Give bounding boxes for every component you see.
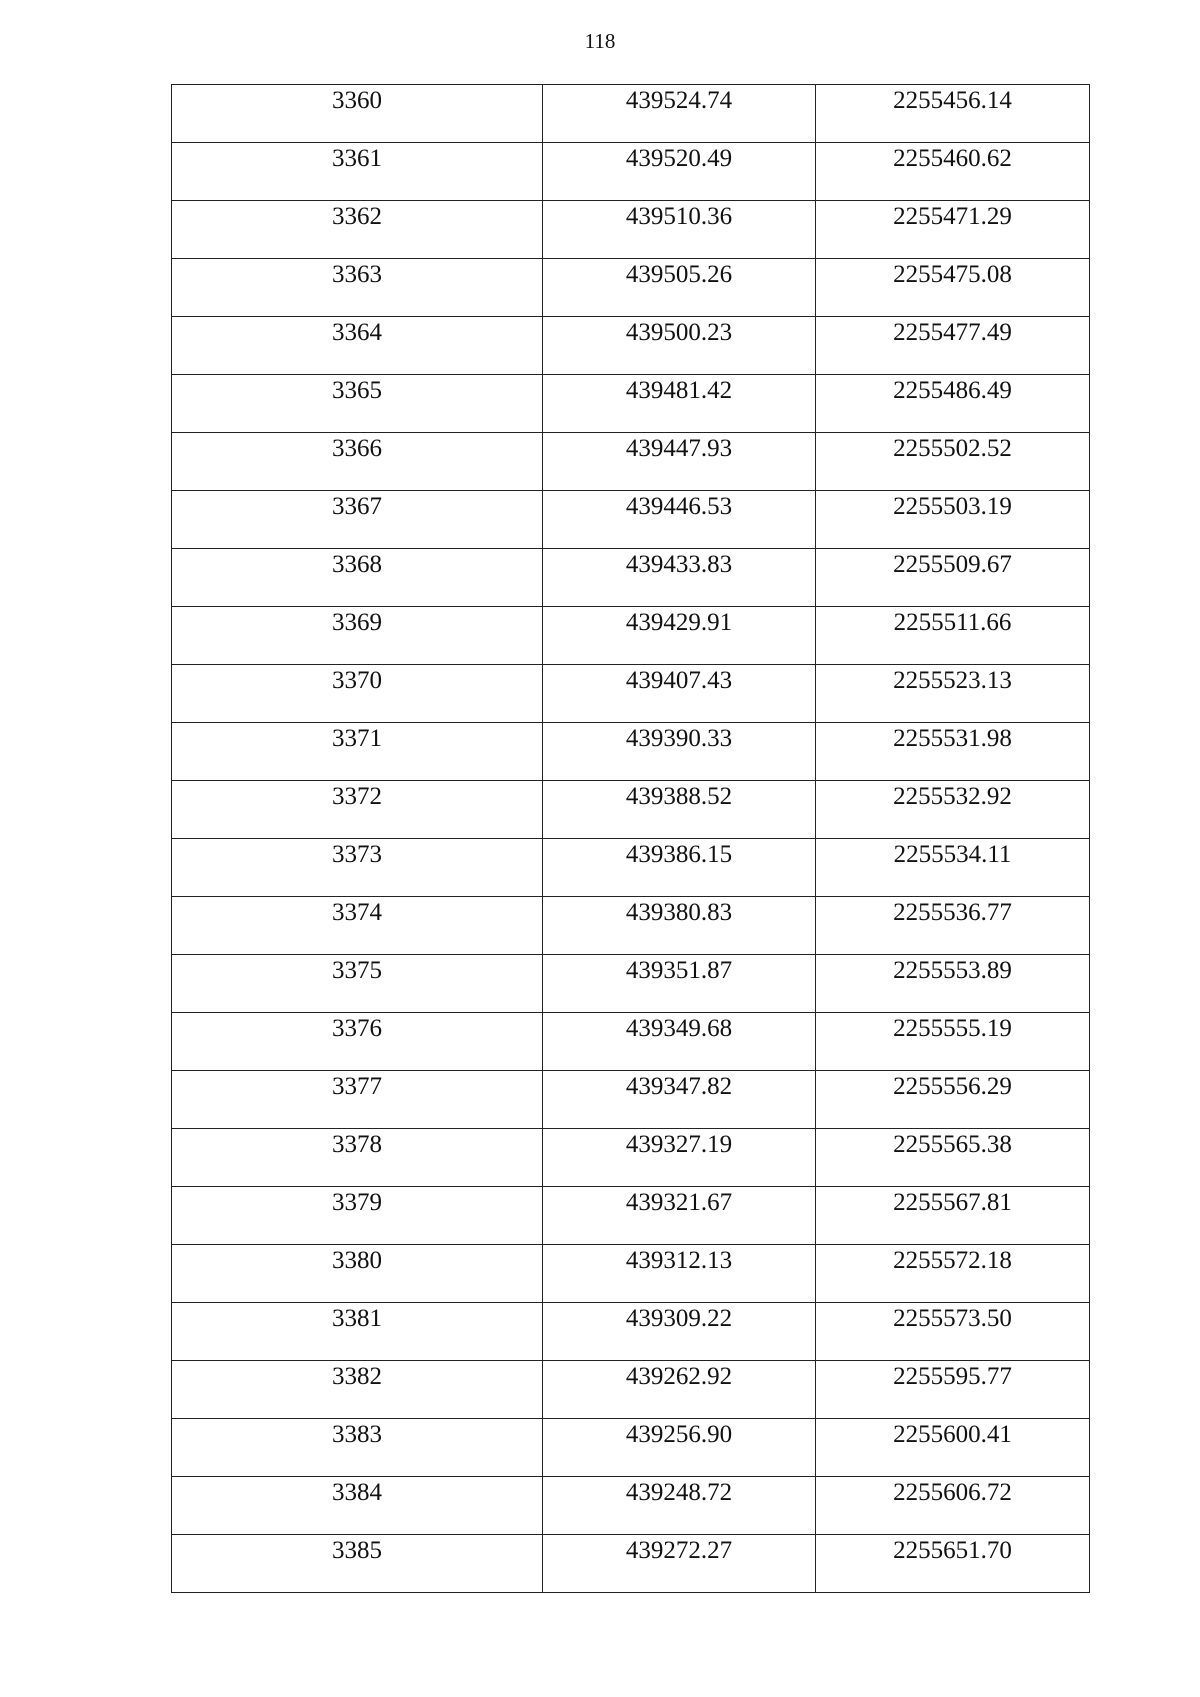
x-coordinate-cell: 439510.36 — [543, 201, 816, 259]
y-coordinate-cell: 2255456.14 — [816, 85, 1090, 143]
table-row — [172, 955, 1090, 1013]
point-number-cell: 3380 — [172, 1245, 543, 1303]
point-number-cell: 3371 — [172, 723, 543, 781]
y-coordinate-cell: 2255565.38 — [816, 1129, 1090, 1187]
point-number-cell: 3377 — [172, 1071, 543, 1129]
y-coordinate-cell: 2255532.92 — [816, 781, 1090, 839]
y-coordinate-cell: 2255536.77 — [816, 897, 1090, 955]
point-number-cell: 3364 — [172, 317, 543, 375]
y-coordinate-cell: 2255553.89 — [816, 955, 1090, 1013]
y-coordinate-cell: 2255511.66 — [816, 607, 1090, 665]
x-coordinate-cell: 439347.82 — [543, 1071, 816, 1129]
x-coordinate-cell: 439351.87 — [543, 955, 816, 1013]
x-coordinate-cell: 439388.52 — [543, 781, 816, 839]
x-coordinate-cell: 439272.27 — [543, 1535, 816, 1593]
table-row — [172, 491, 1090, 549]
point-number-cell: 3384 — [172, 1477, 543, 1535]
x-coordinate-cell: 439386.15 — [543, 839, 816, 897]
x-coordinate-cell: 439429.91 — [543, 607, 816, 665]
table-row — [172, 85, 1090, 143]
table-row — [172, 143, 1090, 201]
y-coordinate-cell: 2255475.08 — [816, 259, 1090, 317]
table-row — [172, 607, 1090, 665]
point-number-cell: 3383 — [172, 1419, 543, 1477]
y-coordinate-cell: 2255460.62 — [816, 143, 1090, 201]
table-row — [172, 1071, 1090, 1129]
x-coordinate-cell: 439407.43 — [543, 665, 816, 723]
y-coordinate-cell: 2255503.19 — [816, 491, 1090, 549]
x-coordinate-cell: 439309.22 — [543, 1303, 816, 1361]
point-number-cell: 3367 — [172, 491, 543, 549]
table-row — [172, 1419, 1090, 1477]
x-coordinate-cell: 439447.93 — [543, 433, 816, 491]
point-number-cell: 3374 — [172, 897, 543, 955]
y-coordinate-cell: 2255555.19 — [816, 1013, 1090, 1071]
table-row — [172, 375, 1090, 433]
y-coordinate-cell: 2255651.70 — [816, 1535, 1090, 1593]
point-number-cell: 3376 — [172, 1013, 543, 1071]
point-number-cell: 3361 — [172, 143, 543, 201]
table-row — [172, 1245, 1090, 1303]
point-number-cell: 3363 — [172, 259, 543, 317]
x-coordinate-cell: 439520.49 — [543, 143, 816, 201]
table-row — [172, 1535, 1090, 1593]
point-number-cell: 3369 — [172, 607, 543, 665]
y-coordinate-cell: 2255509.67 — [816, 549, 1090, 607]
point-number-cell: 3368 — [172, 549, 543, 607]
y-coordinate-cell: 2255523.13 — [816, 665, 1090, 723]
y-coordinate-cell: 2255606.72 — [816, 1477, 1090, 1535]
point-number-cell: 3382 — [172, 1361, 543, 1419]
point-number-cell: 3385 — [172, 1535, 543, 1593]
y-coordinate-cell: 2255600.41 — [816, 1419, 1090, 1477]
x-coordinate-cell: 439481.42 — [543, 375, 816, 433]
x-coordinate-cell: 439433.83 — [543, 549, 816, 607]
x-coordinate-cell: 439446.53 — [543, 491, 816, 549]
point-number-cell: 3372 — [172, 781, 543, 839]
table-row — [172, 1303, 1090, 1361]
table-row — [172, 259, 1090, 317]
y-coordinate-cell: 2255567.81 — [816, 1187, 1090, 1245]
y-coordinate-cell: 2255556.29 — [816, 1071, 1090, 1129]
table-row — [172, 839, 1090, 897]
x-coordinate-cell: 439312.13 — [543, 1245, 816, 1303]
x-coordinate-cell: 439248.72 — [543, 1477, 816, 1535]
x-coordinate-cell: 439390.33 — [543, 723, 816, 781]
point-number-cell: 3379 — [172, 1187, 543, 1245]
table-row — [172, 317, 1090, 375]
point-number-cell: 3365 — [172, 375, 543, 433]
point-number-cell: 3373 — [172, 839, 543, 897]
point-number-cell: 3381 — [172, 1303, 543, 1361]
table-row — [172, 665, 1090, 723]
x-coordinate-cell: 439524.74 — [543, 85, 816, 143]
x-coordinate-cell: 439256.90 — [543, 1419, 816, 1477]
table-row — [172, 201, 1090, 259]
y-coordinate-cell: 2255502.52 — [816, 433, 1090, 491]
point-number-cell: 3360 — [172, 85, 543, 143]
point-number-cell: 3378 — [172, 1129, 543, 1187]
table-row — [172, 1477, 1090, 1535]
page-number: 118 — [584, 29, 616, 53]
table-row — [172, 723, 1090, 781]
y-coordinate-cell: 2255531.98 — [816, 723, 1090, 781]
y-coordinate-cell: 2255572.18 — [816, 1245, 1090, 1303]
point-number-cell: 3362 — [172, 201, 543, 259]
y-coordinate-cell: 2255477.49 — [816, 317, 1090, 375]
table-row — [172, 1129, 1090, 1187]
table-row — [172, 897, 1090, 955]
table-row — [172, 1187, 1090, 1245]
x-coordinate-cell: 439500.23 — [543, 317, 816, 375]
table-body — [172, 85, 1090, 1593]
y-coordinate-cell: 2255534.11 — [816, 839, 1090, 897]
x-coordinate-cell: 439262.92 — [543, 1361, 816, 1419]
table-row — [172, 781, 1090, 839]
table-row — [172, 433, 1090, 491]
table-row — [172, 549, 1090, 607]
y-coordinate-cell: 2255471.29 — [816, 201, 1090, 259]
x-coordinate-cell: 439349.68 — [543, 1013, 816, 1071]
table-row — [172, 1013, 1090, 1071]
x-coordinate-cell: 439505.26 — [543, 259, 816, 317]
point-number-cell: 3366 — [172, 433, 543, 491]
point-number-cell: 3375 — [172, 955, 543, 1013]
x-coordinate-cell: 439327.19 — [543, 1129, 816, 1187]
y-coordinate-cell: 2255595.77 — [816, 1361, 1090, 1419]
point-number-cell: 3370 — [172, 665, 543, 723]
y-coordinate-cell: 2255573.50 — [816, 1303, 1090, 1361]
y-coordinate-cell: 2255486.49 — [816, 375, 1090, 433]
x-coordinate-cell: 439380.83 — [543, 897, 816, 955]
x-coordinate-cell: 439321.67 — [543, 1187, 816, 1245]
table-row — [172, 1361, 1090, 1419]
coordinates-table — [171, 84, 1090, 1593]
